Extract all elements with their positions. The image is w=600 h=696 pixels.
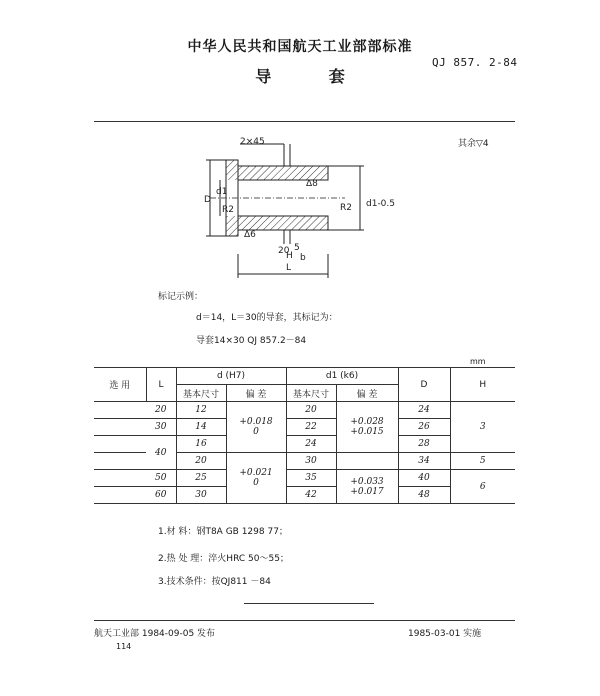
unit-label: mm (470, 357, 486, 366)
footer-rule (94, 620, 515, 621)
issue-date: 航天工业部 1984-09-05 发布 (94, 629, 216, 639)
standard-number: QJ 857. 2-84 (432, 56, 518, 69)
dim-L: L (286, 263, 292, 273)
wall-section-top (238, 166, 328, 180)
marking-example-designation: 导套14×30 QJ 857.2－84 (196, 336, 307, 346)
dim-H: H (286, 251, 293, 261)
header-D: D (398, 368, 450, 402)
radius-right: R2 (340, 203, 352, 213)
table-row: 40 16 24 28 (94, 436, 515, 453)
table-row: 30 14 22 26 (94, 419, 515, 436)
wall-section-bottom (238, 216, 328, 230)
end-rule (244, 603, 374, 604)
dim-b: b (300, 253, 306, 263)
page-title: 导 套 (255, 67, 371, 86)
table-row: 20 +0.021 0 30 34 5 (94, 453, 515, 470)
d1-deviation-1: +0.028 +0.015 (336, 402, 398, 453)
table-row: 60 30 42 48 (94, 487, 515, 504)
H-value-2: 5 (450, 453, 515, 470)
H-value-1: 3 (450, 402, 515, 453)
d-deviation-1: +0.018 0 (226, 402, 286, 453)
d-deviation-2: +0.021 0 (226, 453, 286, 504)
d1-deviation-2: +0.033 +0.017 (336, 470, 398, 504)
dim-5: 5 (294, 243, 300, 253)
guide-bush-drawing (180, 136, 420, 286)
header-d1-basic: 基本尺寸 (286, 385, 336, 402)
roughness-mark-top: Δ8 (306, 179, 318, 189)
header-select: 选 用 (94, 368, 146, 402)
dim-d1-fit: d1-0.5 (366, 199, 395, 209)
header-d-deviation: 偏 差 (226, 385, 286, 402)
header-d1: d1 (k6) (286, 368, 398, 385)
header-d: d (H7) (176, 368, 286, 385)
implementation-date: 1985-03-01 实施 (408, 629, 482, 639)
roughness-mark-bottom: Δ6 (244, 230, 256, 240)
note-material: 1.材 料：钢T8A GB 1298 77； (158, 527, 288, 537)
table-row: 50 25 35 +0.033 +0.017 40 6 (94, 470, 515, 487)
dim-D: D (204, 195, 211, 205)
header-L: L (146, 368, 176, 402)
note-heat-treatment: 2.热 处 理：淬火HRC 50～55； (158, 554, 289, 564)
header-H: H (450, 368, 515, 402)
chamfer-label: 2×45 (240, 137, 265, 147)
surface-roughness-note: 其余▽4 (458, 139, 489, 149)
issuing-organization: 中华人民共和国航天工业部部标准 (187, 39, 413, 55)
header-d1-deviation: 偏 差 (336, 385, 398, 402)
header-rule (94, 121, 515, 122)
dimension-table (94, 367, 515, 504)
header-d-basic: 基本尺寸 (176, 385, 226, 402)
dim-d1: d1 (216, 187, 228, 197)
marking-example-heading: 标记示例： (158, 292, 204, 302)
note-technical-conditions: 3.技术条件：按QJ811 －84 (158, 577, 271, 587)
marking-example-condition: d＝14，L＝30的导套，其标记为： (196, 313, 338, 323)
page-number: 114 (116, 642, 132, 651)
H-value-3: 6 (450, 470, 515, 504)
radius-left: R2 (222, 205, 234, 215)
dim-20: 20 (278, 246, 290, 256)
table-row: 20 12 +0.018 0 20 +0.028 +0.015 24 3 (94, 402, 515, 419)
